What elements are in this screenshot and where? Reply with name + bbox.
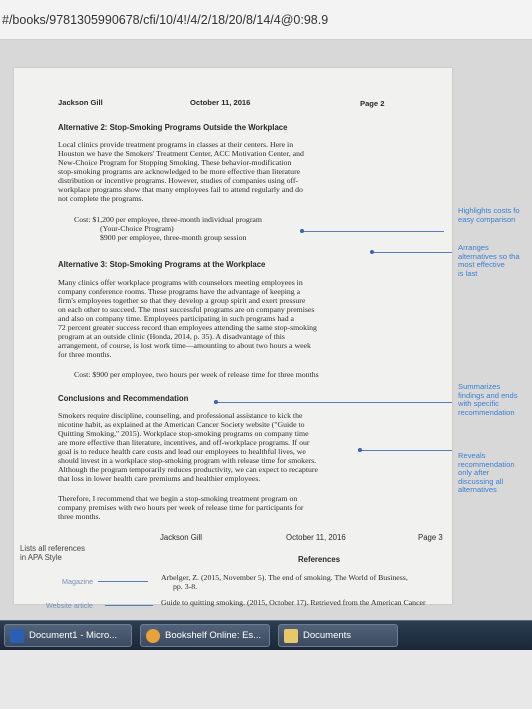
header-date: October 11, 2016	[190, 98, 251, 107]
annotation-line: discussing all	[458, 476, 504, 486]
reference-line: Arbelger, Z. (2015, November 5). The end of smoking. The World of Business,	[161, 573, 408, 582]
paragraph-line: Many clinics offer workplace programs with counselors meeting employees in	[58, 278, 303, 287]
annotation-line: with specific	[458, 399, 499, 409]
paragraph-line: Houston we have the Smokers' Treatment Center, ACC Motivation Center, and	[58, 149, 304, 158]
paragraph-line: Smokers require discipline, counseling, and professional assistance to kick the	[58, 411, 303, 420]
annotation-line: Reveals	[458, 451, 486, 460]
page3-number: Page 3	[418, 533, 443, 542]
annotation-reveals	[458, 452, 515, 495]
reference-line: Guide to quitting smoking. (2015, October 17). Retrieved from the American Cancer	[161, 598, 426, 607]
paragraph-line: program at an outside clinic (Honda, 2014, p. 35). A disadvantage of this	[58, 332, 285, 341]
taskbar	[0, 620, 532, 651]
recommendation-line: three months.	[58, 512, 101, 521]
address-bar[interactable]	[0, 0, 532, 40]
annotation-dot	[214, 400, 218, 404]
paragraph-line: Local clinics provide treatment programs in classes at their centers. Here in	[58, 140, 294, 149]
annotation-line: recommendation	[458, 459, 515, 469]
annotation-lists-references	[20, 544, 85, 563]
paragraph-line: not complete the programs.	[58, 194, 144, 203]
annotation-line: only after	[458, 468, 490, 478]
annotation-connector	[216, 402, 452, 403]
annotation-connector	[372, 252, 452, 253]
paragraph-line: New-Choice Program for Stopping Smoking. These behavior-modification	[58, 158, 292, 167]
annotation-line: Highlights costs fo	[458, 206, 520, 215]
annotation-connector	[302, 231, 444, 232]
alt2-cost-line: $900 per employee, three-month group session	[100, 233, 247, 242]
annotation-connector	[98, 581, 148, 582]
annotation-line: alternatives	[458, 485, 497, 495]
taskbar-item-browser[interactable]	[140, 624, 270, 647]
paragraph-line: goal is to reduce health care costs and lead our employees to healthful lives, we	[58, 447, 306, 456]
annotation-line: Arranges	[458, 243, 489, 252]
alt2-cost-line: Cost: $1,200 per employee, three-month individual program	[74, 215, 262, 224]
annotation-line: Lists all references	[20, 544, 86, 553]
word-icon	[10, 629, 24, 643]
taskbar-item-label: Bookshelf Online: Es...	[165, 630, 262, 641]
annotation-summarizes	[458, 383, 518, 417]
paragraph-line: nicotine habit, as explained at the American Cancer Society website ("Guide to	[58, 420, 305, 429]
paragraph-line: distribution or incentive programs. However, studies of companies using off-	[58, 176, 299, 185]
annotation-line: most effective	[458, 260, 505, 270]
chrome-icon	[146, 629, 160, 643]
taskbar-item-label: Document1 - Micro...	[29, 630, 118, 641]
header-author: Jackson Gill	[58, 98, 103, 107]
annotation-line: easy comparison	[458, 214, 516, 224]
annotation-arranges	[458, 244, 520, 278]
paragraph-line: for three months.	[58, 350, 112, 359]
alt3-heading: Alternative 3: Stop-Smoking Programs at the Workplace	[58, 260, 266, 269]
annotation-magazine: Magazine	[62, 577, 94, 586]
annotation-connector	[105, 605, 153, 606]
annotation-website-article: Website article	[46, 601, 94, 610]
paragraph-line: and also on company time. Employees participating in such programs had a	[58, 314, 295, 323]
page3-date: October 11, 2016	[286, 533, 346, 542]
annotation-dot	[300, 229, 304, 233]
annotation-connector	[360, 450, 452, 451]
paragraph-line: Although the program temporarily reduces productivity, we can expect to recapture	[58, 465, 318, 474]
url-text[interactable]: #/books/9781305990678/cfi/10/4!/4/2/18/20/8/14/4@0:98.9	[2, 13, 329, 27]
alt2-cost-line: (Your-Choice Program)	[100, 224, 174, 233]
paragraph-line: arrangement, of course, is lost work time—amounting to about two hours a week	[58, 341, 311, 350]
ebook-viewer	[0, 40, 532, 620]
paragraph-line: company conference rooms. These programs have the advantage of keeping a	[58, 287, 301, 296]
paragraph-line: stop-smoking programs are acknowledged to be more effective than literature	[58, 167, 301, 176]
paragraph-line: are more effective than literature, incentives, and off-workplace programs. If our	[58, 438, 310, 447]
paragraph-line: on each other to succeed. The most successful programs are on company premises	[58, 305, 315, 314]
recommendation-line: company premises with two hours per week of release time for participants for	[58, 503, 304, 512]
taskbar-item-word[interactable]	[4, 624, 132, 647]
paragraph-line: Quitting Smoking," 2015). Workplace stop-smoking programs on company time	[58, 429, 309, 438]
annotation-dot	[370, 250, 374, 254]
references-heading: References	[298, 555, 341, 564]
alt3-cost-line: Cost: $900 per employee, two hours per week of release time for three months	[74, 370, 319, 379]
alt2-heading: Alternative 2: Stop-Smoking Programs Outside the Workplace	[58, 123, 288, 132]
paragraph-line: workplace programs show that many employees fail to attend regularly and do	[58, 185, 303, 194]
paragraph-line: that loss in lower health care premiums and healthier employees.	[58, 474, 261, 483]
desk-surface	[0, 650, 532, 709]
taskbar-item-documents[interactable]	[278, 624, 398, 647]
paragraph-line: firm's employees together so that they develop a group spirit and exert pressure	[58, 296, 306, 305]
annotation-line: alternatives so tha	[458, 251, 520, 261]
conclusions-heading: Conclusions and Recommendation	[58, 394, 189, 403]
paragraph-line: 72 percent greater success record than employees attending the same stop-smoking	[58, 323, 317, 332]
annotation-line: in APA Style	[20, 553, 62, 563]
reference-line: pp. 3-8.	[173, 582, 198, 591]
annotation-highlights	[458, 207, 520, 224]
page3-author: Jackson Gill	[160, 533, 203, 542]
paragraph-line: should invest in a workplace stop-smoking program with release time for smokers.	[58, 456, 317, 465]
annotation-line: findings and ends	[458, 390, 518, 400]
recommendation-line: Therefore, I recommend that we begin a stop-smoking treatment program on	[58, 494, 298, 503]
annotation-dot	[358, 448, 362, 452]
folder-icon	[284, 629, 298, 643]
header-page: Page 2	[360, 99, 385, 108]
taskbar-item-label: Documents	[303, 630, 352, 641]
annotation-line: Summarizes	[458, 382, 501, 391]
annotation-line: recommendation	[458, 407, 515, 417]
annotation-line: is last	[458, 268, 478, 278]
